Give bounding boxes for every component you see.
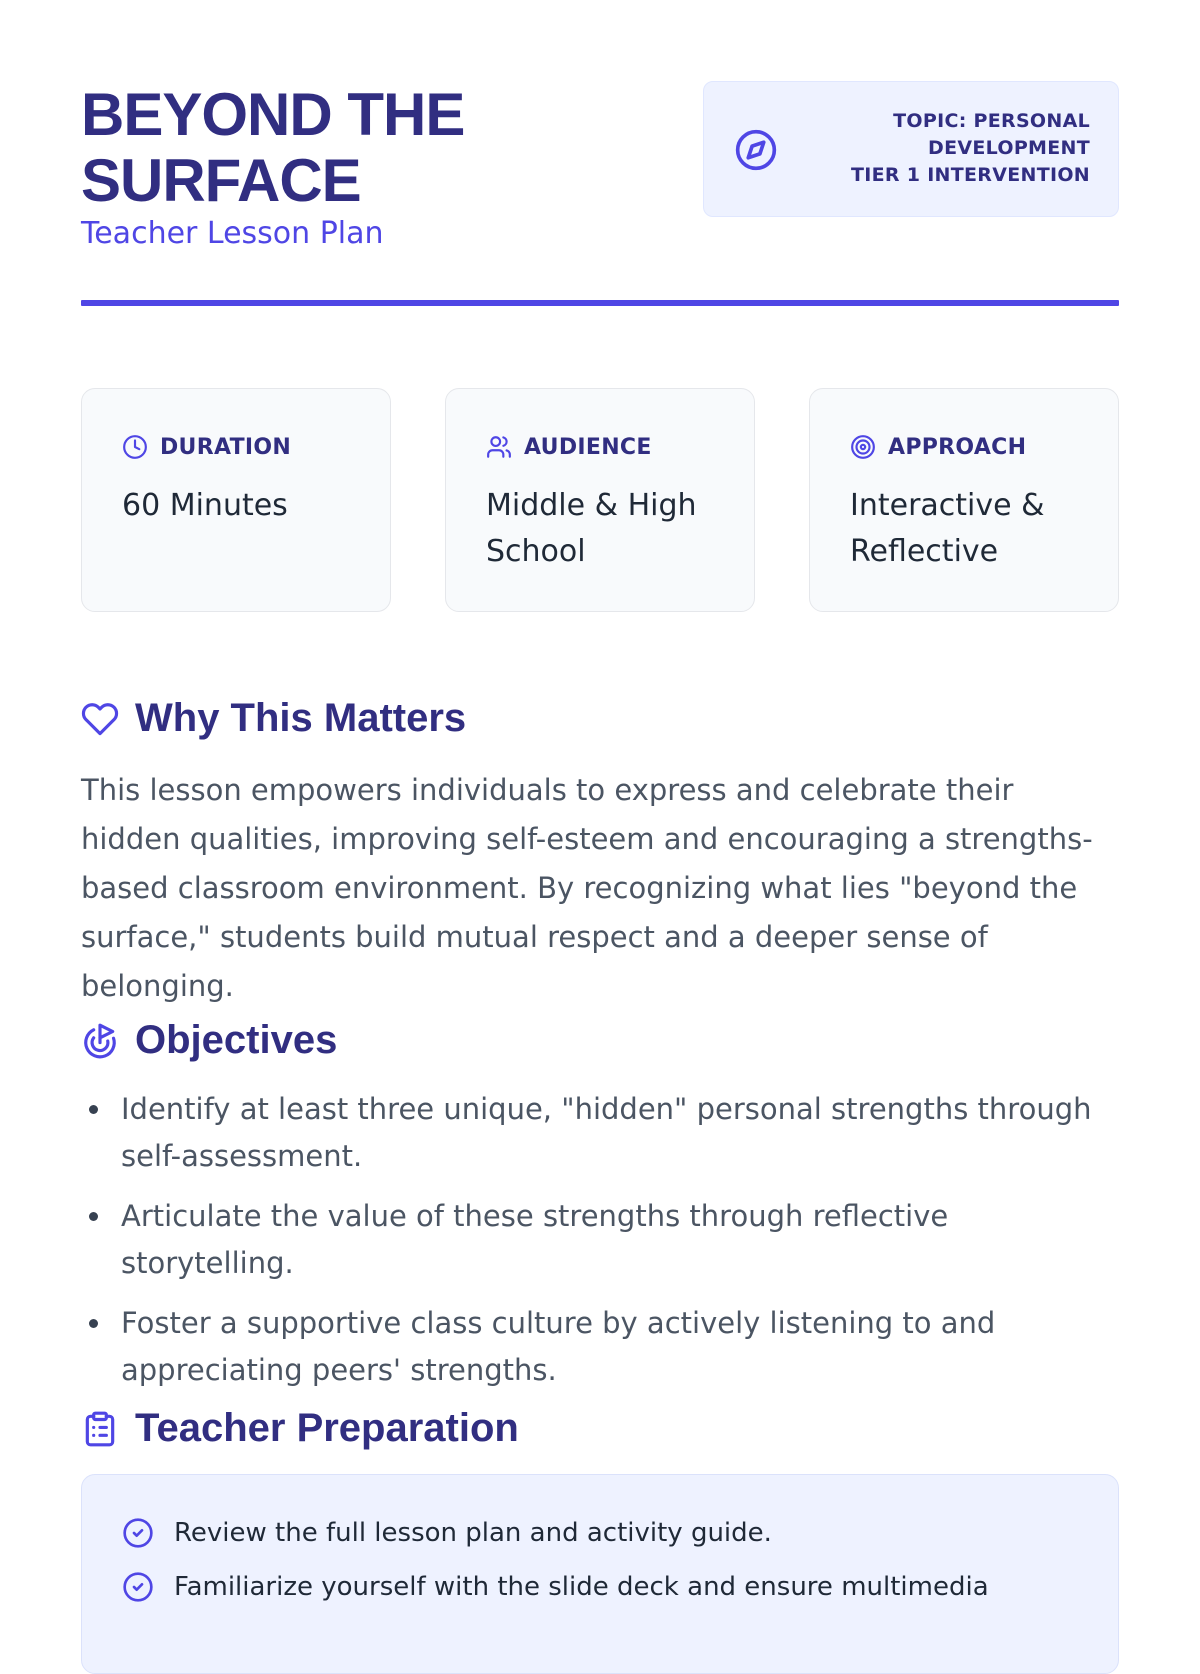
page-title — [81, 82, 601, 214]
card-header — [486, 433, 724, 461]
list-item: Articulate the value of these strengths through reflective storytelling. — [81, 1193, 1121, 1287]
approach-card — [809, 388, 1119, 612]
check-circle-icon — [122, 1517, 154, 1549]
objectives-list — [81, 1086, 1121, 1407]
card-header — [122, 433, 360, 461]
card-value: Interactive & Reflective — [850, 488, 1045, 569]
topic-line: DEVELOPMENT — [928, 137, 1090, 159]
topic-badge — [703, 81, 1119, 217]
page-header — [81, 0, 1119, 306]
topic-line: TOPIC: PERSONAL — [893, 110, 1090, 132]
card-label: AUDIENCE — [524, 434, 652, 460]
card-value: Middle & High School — [486, 488, 697, 569]
preparation-checklist — [81, 1474, 1119, 1674]
header-divider — [81, 300, 1119, 306]
checklist-text: Review the full lesson plan and activity guide. — [174, 1518, 772, 1548]
topic-text — [851, 108, 1090, 189]
why-body: This lesson empowers individuals to express and celebrate their hidden qualities, improving self-esteem and encouraging a strengths-based classroom environment. By recognizing what lies "beyond the surface," students build mutual respect and a deeper sense of belonging. — [81, 773, 1093, 1003]
objectives-section-header — [81, 1018, 337, 1063]
section-title: Teacher Preparation — [135, 1406, 519, 1450]
card-label: DURATION — [160, 434, 292, 460]
clock-icon — [122, 434, 148, 460]
target-icon — [850, 434, 876, 460]
clipboard-icon — [81, 1410, 119, 1448]
section-title: Why This Matters — [135, 696, 467, 740]
goal-icon — [81, 1022, 119, 1060]
why-section-header — [81, 696, 466, 741]
list-item: Identify at least three unique, "hidden" personal strengths through self-assessment. — [81, 1086, 1121, 1180]
title-line-2: SURFACE — [81, 147, 361, 214]
card-value: 60 Minutes — [122, 488, 288, 523]
preparation-section-header — [81, 1406, 519, 1451]
check-circle-icon — [122, 1571, 154, 1603]
audience-card — [445, 388, 755, 612]
page-subtitle: Teacher Lesson Plan — [81, 216, 384, 251]
title-line-1: BEYOND THE — [81, 81, 465, 148]
checklist-item — [122, 1515, 1118, 1551]
card-label: APPROACH — [888, 434, 1027, 460]
list-item: Foster a supportive class culture by actively listening to and appreciating peers' strengths. — [81, 1300, 1121, 1394]
card-header — [850, 433, 1088, 461]
compass-icon — [734, 128, 778, 172]
topic-line: TIER 1 INTERVENTION — [851, 164, 1090, 186]
duration-card — [81, 388, 391, 612]
info-cards — [81, 388, 1119, 612]
section-title: Objectives — [135, 1018, 338, 1062]
checklist-text: Familiarize yourself with the slide deck and ensure multimedia — [174, 1572, 989, 1602]
heart-icon — [81, 700, 119, 738]
users-icon — [486, 434, 512, 460]
